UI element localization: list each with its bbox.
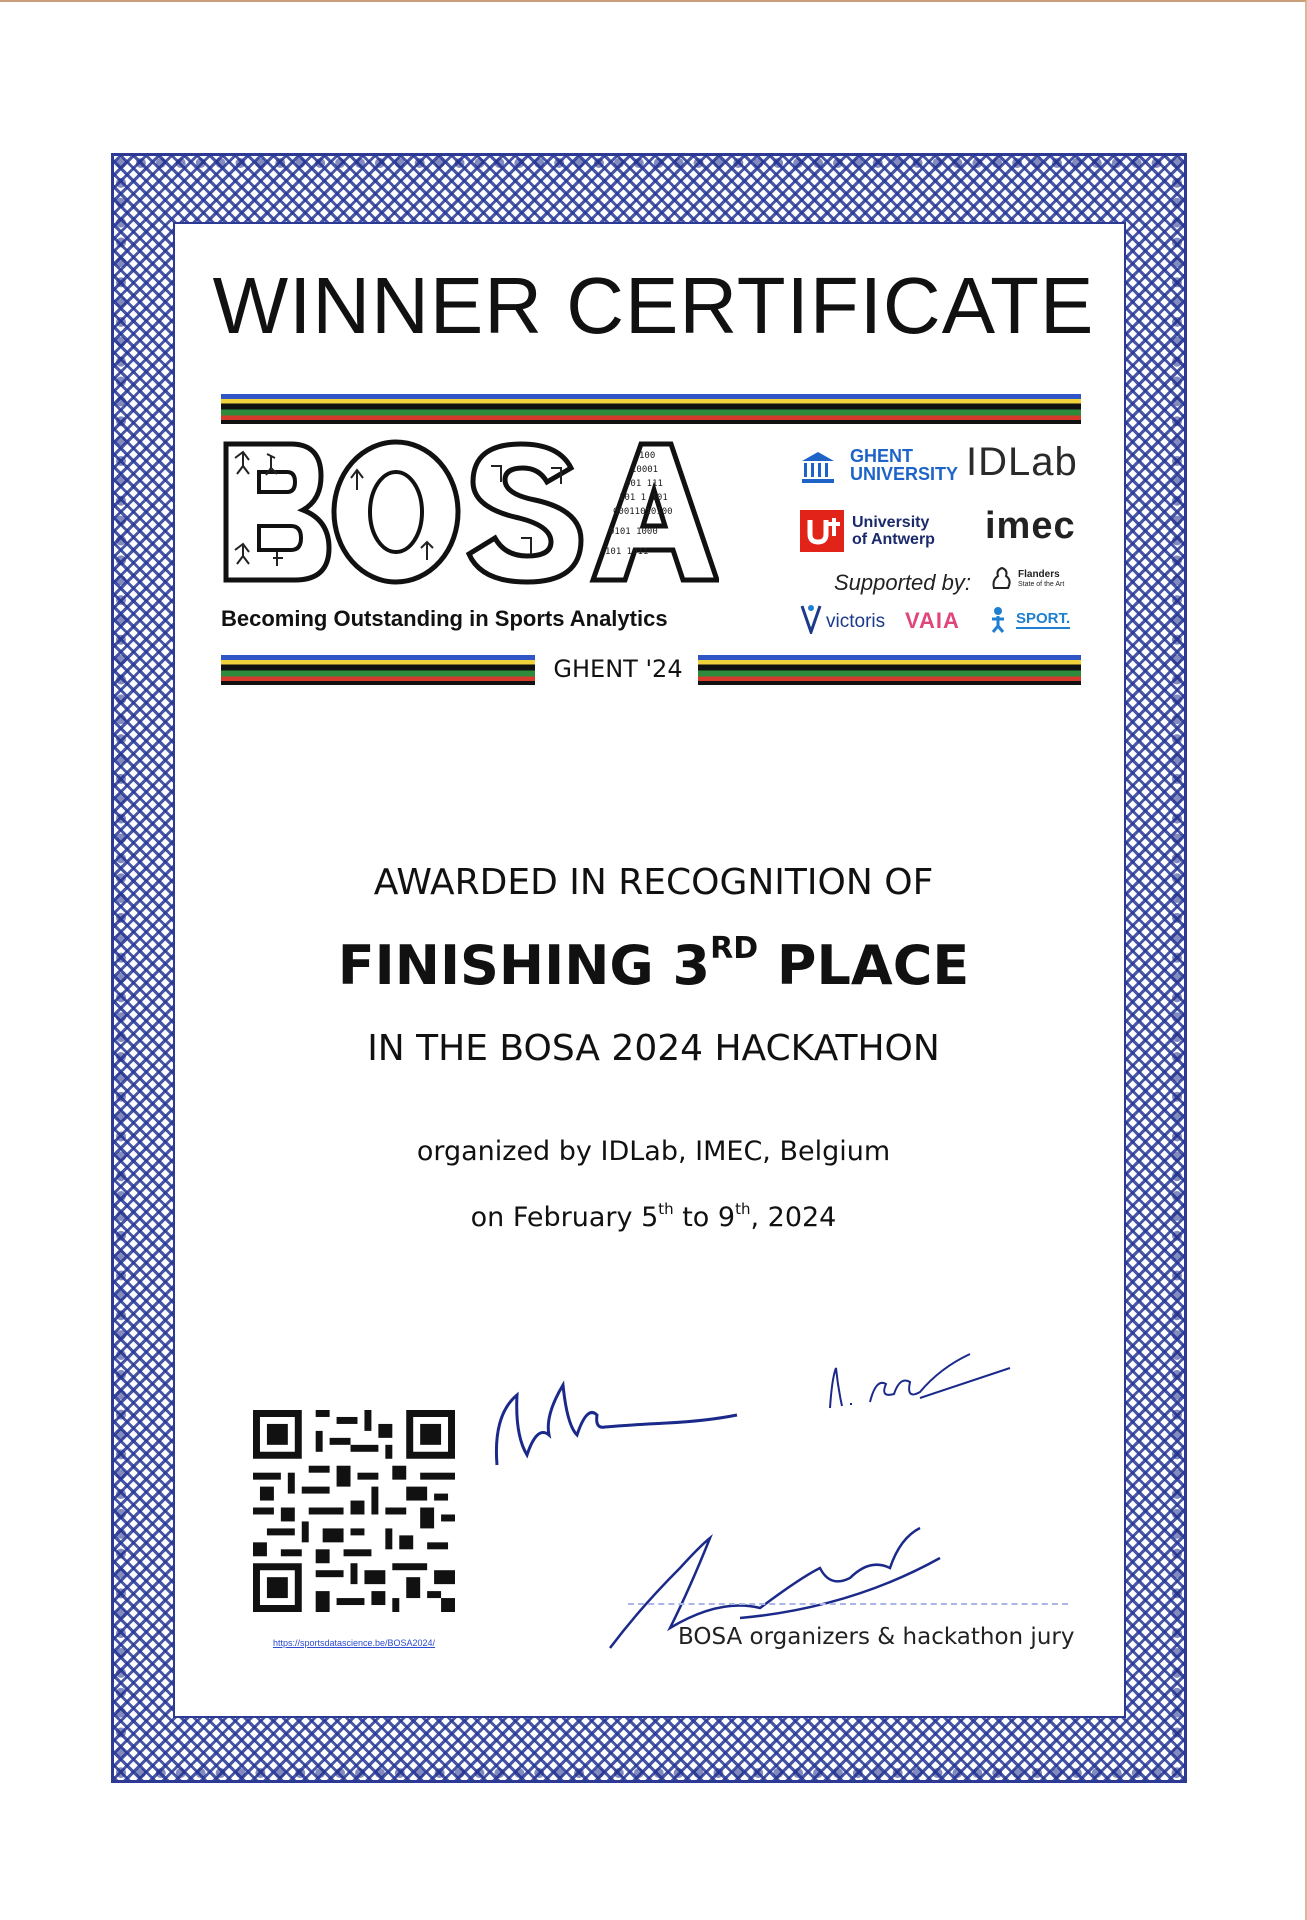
achievement-line: [0, 931, 1307, 997]
victoris-v-icon: [800, 604, 822, 634]
binary-digit: 10001: [631, 465, 659, 475]
victoris-logo: [800, 604, 900, 636]
vaia-logo: VAIA: [905, 608, 960, 633]
dates-ordinal-1: th: [658, 1200, 674, 1218]
achievement-suffix: PLACE: [758, 934, 970, 997]
dates-line: [0, 1202, 1307, 1233]
dates-ordinal-2: th: [735, 1200, 751, 1218]
bosa-logo: [221, 438, 719, 586]
antwerp-line2: of Antwerp: [852, 531, 935, 548]
binary-digit: 0101 1000: [609, 527, 658, 537]
top-stripe: [221, 394, 1081, 424]
awarded-line: AWARDED IN RECOGNITION OF: [373, 862, 934, 903]
ghent-line1: GHENT: [850, 446, 913, 466]
signature-caption: BOSA organizers & hackathon jury: [678, 1624, 1075, 1650]
flanders-logo: [990, 566, 1080, 596]
achievement-prefix: FINISHING 3: [337, 934, 711, 997]
ghent-building-icon: [800, 449, 836, 485]
sport-label: SPORT.: [1016, 610, 1071, 627]
signature-1: [487, 1355, 787, 1475]
signature-2: [820, 1348, 1020, 1428]
location-label: GHENT '24: [553, 655, 683, 683]
flanders-line1: Flanders: [1018, 569, 1060, 580]
sport-vlaanderen-logo: [988, 606, 1078, 636]
bottom-stripe-left: [221, 655, 535, 685]
dates-start: on February 5: [470, 1202, 659, 1233]
certificate-title: WINNER CERTIFICATE: [212, 261, 1095, 350]
flanders-lion-icon: [990, 566, 1012, 592]
dates-end: , 2024: [750, 1202, 837, 1233]
bosa-letter-o: [334, 442, 458, 582]
qr-code[interactable]: [253, 1410, 455, 1612]
victoris-label: victoris: [826, 611, 886, 632]
ghent-university-logo: [800, 446, 959, 487]
imec-logo: imec: [985, 505, 1076, 547]
bosa-tagline: Becoming Outstanding in Sports Analytics: [221, 606, 668, 631]
bosa-letter-s: [469, 444, 581, 582]
bottom-stripe-right: [698, 655, 1081, 685]
organized-line: organized by IDLab, IMEC, Belgium: [416, 1136, 891, 1167]
dates-mid: to 9: [673, 1202, 736, 1233]
ghent-line2: UNIVERSITY: [850, 464, 959, 484]
idlab-logo: IDLab: [966, 440, 1078, 484]
binary-digit: 00011010100: [613, 507, 673, 517]
university-of-antwerp-logo: [800, 510, 960, 552]
antwerp-line1: University: [852, 514, 930, 531]
antwerp-shield-icon: [800, 510, 844, 552]
qr-url-link[interactable]: https://sportsdatascience.be/BOSA2024/: [272, 1638, 436, 1648]
event-line: IN THE BOSA 2024 HACKATHON: [367, 1028, 940, 1069]
flanders-line2: State of the Art: [1018, 581, 1065, 588]
achievement-ordinal: RD: [710, 931, 759, 966]
supported-by-label: Supported by:: [834, 570, 971, 595]
binary-digit: 101 1 101: [619, 493, 668, 503]
sport-figure-icon: [988, 606, 1008, 634]
binary-digit: 101 1011: [605, 547, 649, 557]
binary-digit: 100: [639, 451, 656, 461]
binary-digit: 001 111: [625, 479, 663, 489]
signature-line: [628, 1603, 1068, 1605]
